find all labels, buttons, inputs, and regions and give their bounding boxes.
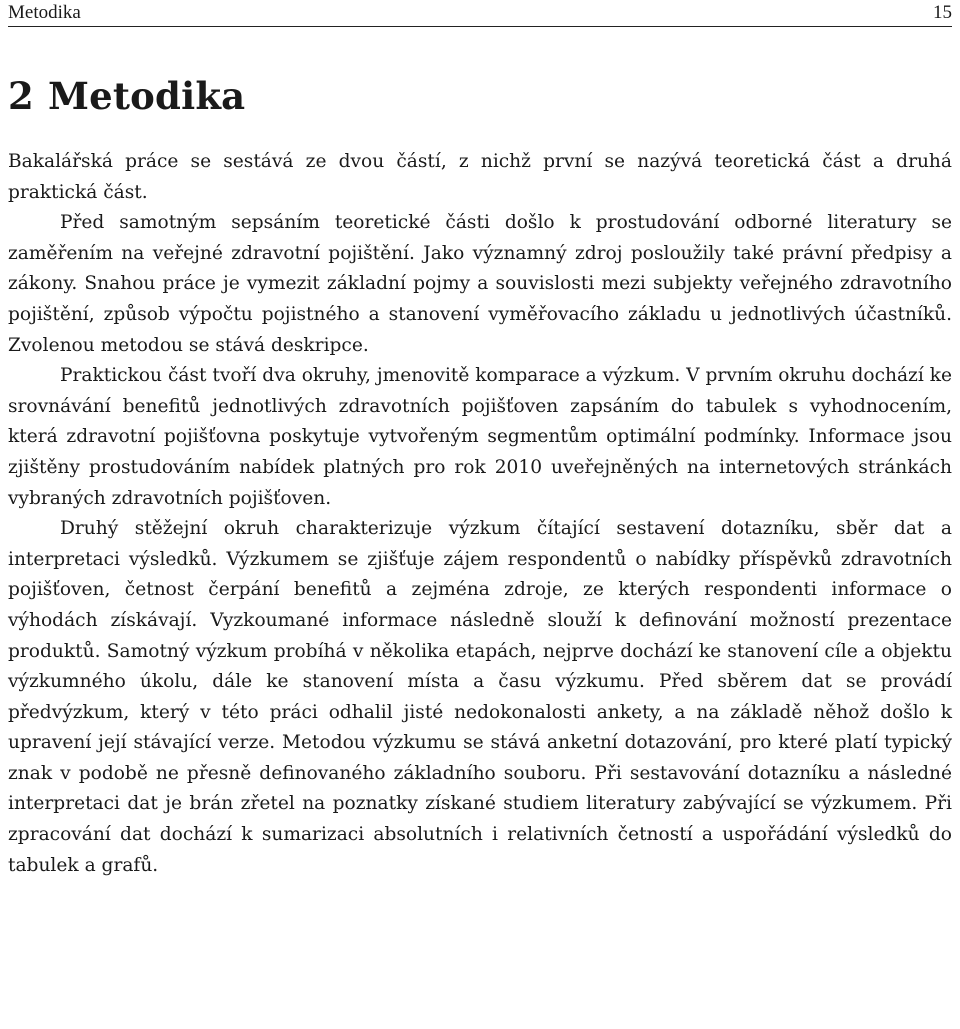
paragraph: Bakalářská práce se sestává ze dvou částí, z nichž první se nazývá teoretická část a druhá praktická část. — [8, 151, 952, 203]
document-page — [8, 0, 952, 1029]
header-section-title: Metodika — [8, 2, 81, 23]
page-number: 15 — [933, 2, 952, 23]
body-text — [8, 147, 952, 881]
paragraph: Před samotným sepsáním teoretické části došlo k prostudování odborné literatury se zaměřením na veřejné zdravotní pojištění. Jako významný zdroj posloužily také právní předpisy a zákony. Snahou práce je vymezit základní pojmy a souvislosti mezi subjekty veřejného zdravotního pojištění, způsob výpočtu pojistného a stanovení vyměřovacího základu u jednotlivých účastníků. Zvolenou metodou se stává deskripce. — [8, 212, 952, 356]
chapter-title: Metodika — [47, 74, 246, 118]
paragraph: Druhý stěžejní okruh charakterizuje výzkum čítající sestavení dotazníku, sběr dat a interpretaci výsledků. Výzkumem se zjišťuje zájem respondentů o nabídky příspěvků zdravotních pojišťoven, četnost čerpání benefitů a zejména zdroje, ze kterých respondenti informace o výhodách získávají. Vyzkoumané informace následně slouží k definování možností prezentace produktů. Samotný výzkum probíhá v několika etapách, nejprve dochází ke stanovení cíle a objektu výzkumného úkolu, dále ke stanovení místa a času výzkumu. Před sběrem dat se provádí předvýzkum, který v této práci odhalil jisté nedokonalosti ankety, a na základě něhož došlo k upravení její stávající verze. Metodou výzkumu se stává anketní dotazování, pro které platí typický znak v podobě ne přesně definovaného základního souboru. Při sestavování dotazníku a následné interpretaci dat je brán zřetel na poznatky získané studiem literatury zabývající se výzkumem. Při zpracování dat dochází k sumarizaci absolutních i relativních četností a uspořádání výsledků do tabulek a grafů. — [8, 518, 952, 876]
chapter-number: 2 — [8, 74, 34, 118]
running-header — [8, 0, 952, 27]
paragraph: Praktickou část tvoří dva okruhy, jmenovitě komparace a výzkum. V prvním okruhu dochází ke srovnávání benefitů jednotlivých zdravotních pojišťoven zapsáním do tabulek s vyhodnocením, která zdravotní pojišťovna poskytuje vytvořeným segmentům optimální podmínky. Informace jsou zjištěny prostudováním nabídek platných pro rok 2010 uveřejněných na internetových stránkách vybraných zdravotních pojišťoven. — [8, 365, 952, 509]
chapter-heading — [8, 71, 952, 121]
